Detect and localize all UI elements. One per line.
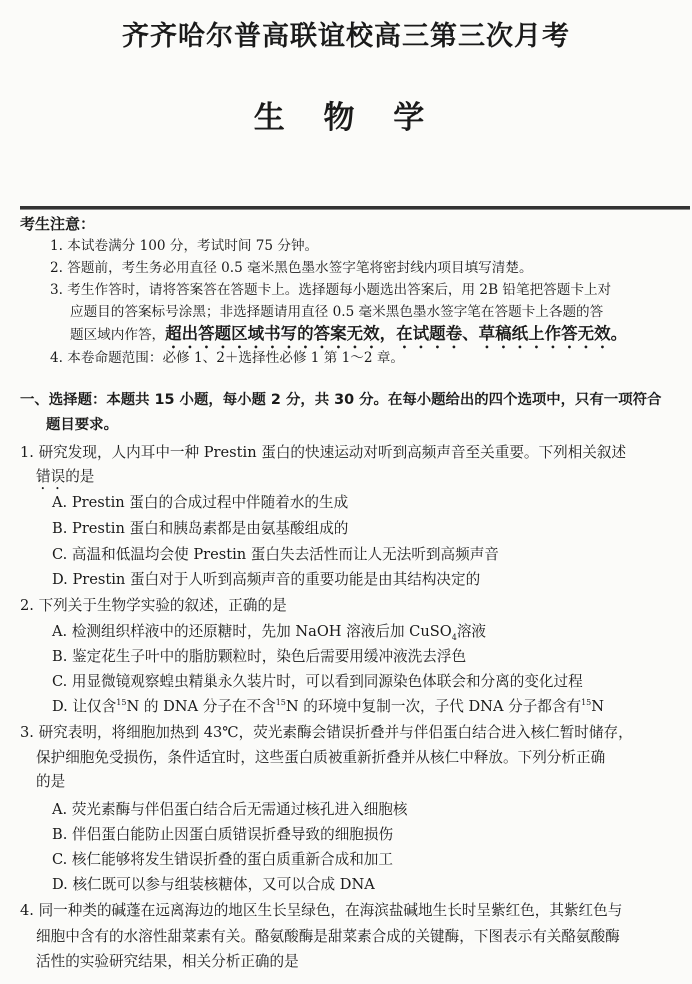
superscript: 15 bbox=[275, 698, 286, 707]
notice-item: 3. 考生作答时，请将答案答在答题卡上。选择题每小题选出答案后，用 2B 铅笔把答题卡上对 bbox=[50, 282, 612, 298]
question-3-stem: 3. 研究表明，将细胞加热到 43℃，荧光素酶会错误折叠并与伴侣蛋白结合进入核仁暂时储存， bbox=[20, 724, 633, 741]
option-a: A. Prestin 蛋白的合成过程中伴随着水的生成 bbox=[52, 494, 349, 511]
option-b: B. 伴侣蛋白能防止因蛋白质错误折叠导致的细胞损伤 bbox=[52, 826, 394, 843]
exam-title: 齐齐哈尔普高联谊校高三第三次月考 bbox=[122, 21, 570, 52]
question-3-stem-cont: 保护细胞免受损伤，条件适宜时，这些蛋白质被重新折叠并从核仁中释放。下列分析正确 bbox=[36, 749, 606, 766]
option-text: 溶液 bbox=[456, 623, 487, 640]
option-c: C. 核仁能够将发生错误折叠的蛋白质重新合成和加工 bbox=[52, 851, 393, 868]
notice-item: 2. 答题前，考生务必用直径 0.5 毫米黑色墨水签字笔将密封线内项目填写清楚。 bbox=[50, 260, 533, 276]
option-c: C. 用显微镜观察蝗虫精巢永久装片时，可以看到同源染色体联会和分离的变化过程 bbox=[52, 673, 583, 690]
option-a bbox=[52, 622, 486, 642]
question-4-stem-cont: 活性的实验研究结果，相关分析正确的是 bbox=[36, 953, 299, 970]
option-a: A. 荧光素酶与伴侣蛋白结合后无需通过核孔进入细胞核 bbox=[52, 801, 408, 818]
notice-item: 4. 本卷命题范围：必修 1、2＋选择性必修 1 第 1～2 章。 bbox=[50, 350, 405, 366]
option-text: N 的 DNA 分子在不含 bbox=[126, 698, 276, 715]
section-heading: 一、选择题：本题共 15 小题，每小题 2 分，共 30 分。在每小题给出的四个选项中，只有一项符合 bbox=[20, 392, 662, 408]
question-1-stem: 1. 研究发现，人内耳中一种 Prestin 蛋白的快速运动对听到高频声音至关重要。下列相关叙述 bbox=[20, 444, 627, 461]
superscript: 15 bbox=[581, 698, 592, 707]
emphasis-text: 错误 bbox=[36, 468, 66, 485]
option-c: C. 高温和低温均会使 Prestin 蛋白失去活性而让人无法听到高频声音 bbox=[52, 546, 499, 563]
question-3-stem-cont: 的是 bbox=[36, 773, 66, 790]
notice-item: 应题目的答案标号涂黑；非选择题请用直径 0.5 毫米黑色墨水签字笔在答题卡上各题的答 bbox=[70, 304, 604, 320]
option-text: A. 检测组织样液中的还原糖时，先加 NaOH 溶液后加 CuSO bbox=[52, 623, 452, 640]
question-4-stem: 4. 同一种类的碱蓬在远离海边的地区生长呈绿色，在海滨盐碱地生长时呈紫红色，其紫红色与 bbox=[20, 902, 623, 919]
option-text: N bbox=[591, 698, 605, 715]
option-d: D. 核仁既可以参与组装核糖体，又可以合成 DNA bbox=[52, 876, 375, 893]
option-d bbox=[52, 697, 604, 717]
option-d: D. Prestin 蛋白对于人听到高频声音的重要功能是由其结构决定的 bbox=[52, 571, 481, 588]
superscript: 15 bbox=[116, 698, 127, 707]
question-2-stem: 2. 下列关于生物学实验的叙述，正确的是 bbox=[20, 597, 287, 614]
notice-text: 题区域内作答， bbox=[70, 327, 166, 343]
option-b: B. Prestin 蛋白和胰岛素都是由氨基酸组成的 bbox=[52, 520, 349, 537]
question-4-stem-cont: 细胞中含有的水溶性甜菜素有关。酪氨酸酶是甜菜素合成的关键酶，下图表示有关酪氨酸酶 bbox=[36, 928, 620, 945]
section-heading-cont: 题目要求。 bbox=[46, 417, 118, 433]
notice-heading: 考生注意： bbox=[20, 215, 96, 233]
question-1-stem-cont bbox=[36, 467, 94, 493]
option-text: D. 让仅含 bbox=[52, 698, 117, 715]
option-b: B. 鉴定花生子叶中的脂肪颗粒时，染色后需要用缓冲液洗去浮色 bbox=[52, 648, 467, 665]
notice-emphasis: 超出答题区域书写的答案无效，在试题卷、草稿纸上作答无效。 bbox=[165, 324, 628, 343]
divider bbox=[20, 206, 690, 210]
option-text: N 的环境中复制一次，子代 DNA 分子都含有 bbox=[285, 698, 582, 715]
subject-title: 生 物 学 bbox=[253, 100, 439, 136]
notice-item: 1. 本试卷满分 100 分，考试时间 75 分钟。 bbox=[50, 238, 319, 254]
subscript: 4 bbox=[451, 632, 457, 642]
stem-text: 的是 bbox=[65, 468, 95, 485]
